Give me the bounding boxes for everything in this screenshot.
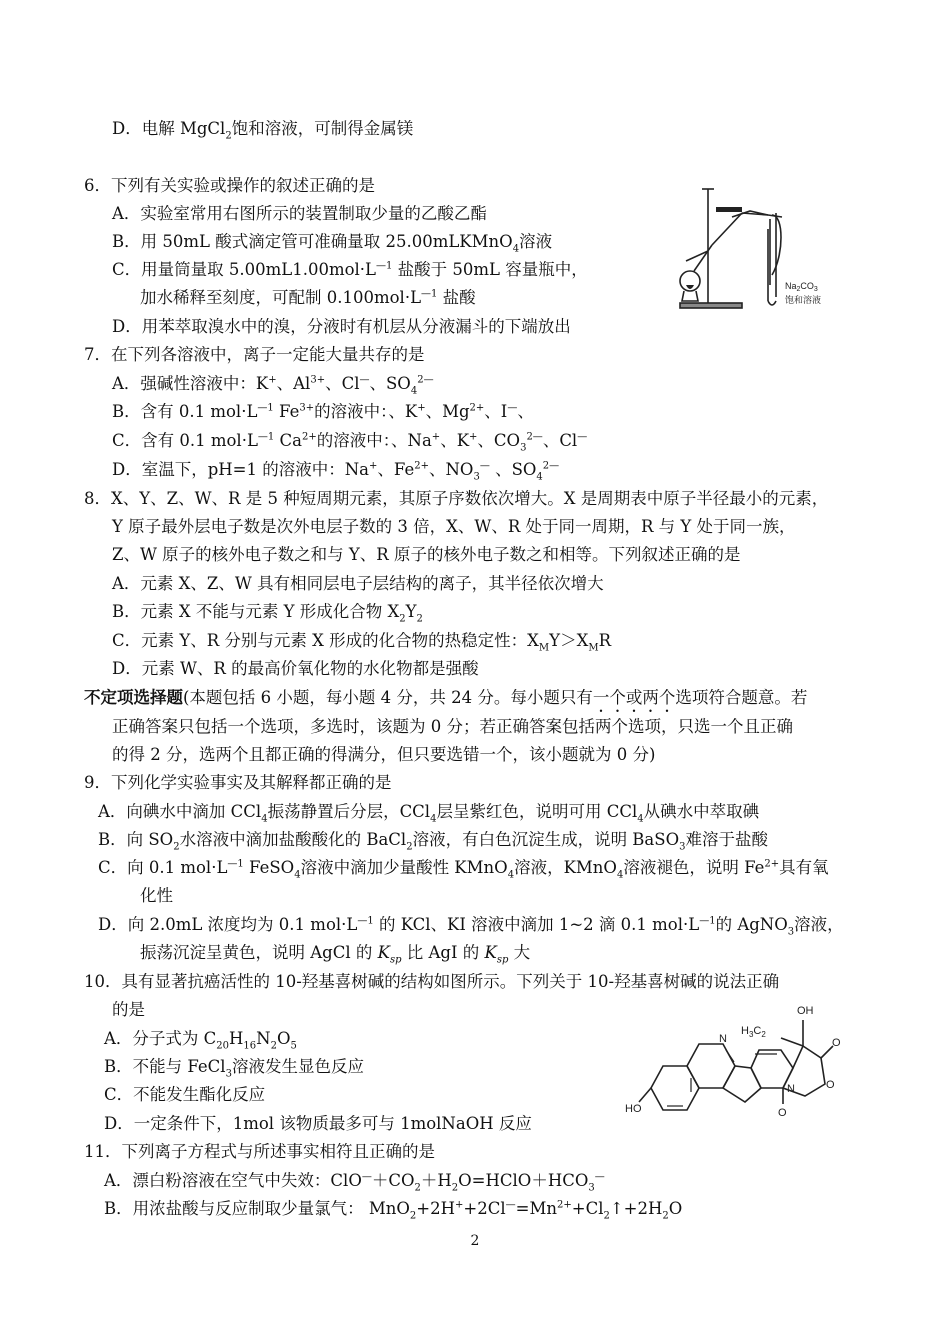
struct-carbonyl-o-top: O	[832, 1037, 841, 1049]
struct-ho-label: HO	[625, 1103, 642, 1115]
q5-option-d: D．电解 MgCl$_2$饱和溶液，可制得金属镁	[112, 119, 414, 142]
page-number: 2	[470, 1233, 480, 1249]
section-instructions-line3: 的得 2 分，选两个且都正确的得满分，但只要选错一个，该小题就为 0 分)	[112, 745, 656, 764]
struct-oh-label: OH	[797, 1005, 814, 1017]
q6-option-c-line1: C．用量筒量取 $5.00mL1.00mol\cdot L^{—1}$ 盐酸于 50mL 容量瓶中，	[112, 260, 588, 279]
q8-option-a: A．元素 X、Z、W 具有相同层电子层结构的离子，其半径依次增大	[112, 574, 604, 593]
q10-option-d: D．一定条件下，1mol 该物质最多可与 1molNaOH 反应	[104, 1114, 532, 1133]
esterification-apparatus-figure	[672, 185, 852, 315]
q9-option-d-line2: 振荡沉淀呈黄色，说明 AgCl 的 $K_{sp}$ 比 AgI 的 $K_{sp}$ 大	[140, 943, 531, 966]
hydroxycamptothecin-structure-figure	[625, 998, 855, 1123]
emphasis-one-or-two: 一个或两个	[592, 688, 676, 707]
q9-option-b: B．向 $SO_2$水溶液中滴加盐酸酸化的 BaCl$_2$溶液，有白色沉淀生成，说明 BaSO$_3$难溶于盐酸	[98, 830, 768, 853]
figure-label-solution: 饱和溶液	[785, 295, 822, 305]
q10-option-a: A．分子式为 $C_{20}H_{16}N_2O_5$	[104, 1029, 297, 1052]
q7-option-b: B．含有 0.1 $mol\cdot L^{—1}$ $Fe^{3+}$的溶液中：、K+、$Mg^{2+}$、I—、	[112, 402, 534, 421]
q10-stem-line1: 10．具有显著抗癌活性的 10-羟基喜树碱的结构如图所示。下列关于 10-羟基喜树碱的说法正确	[84, 972, 780, 991]
section-title: 不定项选择题	[84, 688, 183, 707]
q9-option-c-line2: 化性	[140, 886, 173, 905]
struct-ethyl-label: $H_3C_2$	[741, 1025, 766, 1039]
q6-option-c-line2: 加水稀释至刻度，可配制 $0.100mol\cdot L^{—1}$ 盐酸	[140, 288, 476, 307]
q9-option-a: A．向碘水中滴加 CCl$_4$振荡静置后分层，CCl$_4$层呈紫红色，说明可用 CCl$_4$从碘水中萃取碘	[98, 802, 760, 825]
q10-stem-line2: 的是	[112, 1000, 145, 1019]
q10-option-c: C．不能发生酯化反应	[104, 1085, 266, 1104]
q11-option-b: B．用浓盐酸与反应制取少量氯气： $MnO_2+2H^++2Cl^—=Mn^{2+}+Cl_2↑+2H_2O$	[104, 1199, 683, 1222]
q9-option-d-line1: D．向 2.0mL 浓度均为 0.1 $mol\cdot L^{—1}$ 的 KCl、KI 溶液中滴加 1~2 滴 0.1 $mol\cdot L^{—1}$的 AgNO$_3$溶液，	[98, 915, 844, 938]
q11-option-a: A．漂白粉溶液在空气中失效：$ClO^—+CO_2+H_2O=HClO+HCO_3^—$	[104, 1171, 605, 1194]
q11-stem: 11．下列离子方程式与所述事实相符且正确的是	[84, 1142, 435, 1161]
q8-stem-line2: Y 原子最外层电子数是次外电层子数的 3 倍，X、W、R 处于同一周期，R 与 Y 处于同一族，	[112, 517, 796, 536]
q7-option-c: C．含有 0.1 $mol\cdot L^{—1}$ $Ca^{2+}$的溶液中：、Na+、K+、$CO_3^{2—}$、Cl—	[112, 431, 588, 454]
section-instructions-line2: 正确答案只包括一个选项，多选时，该题为 0 分；若正确答案包括两个选项，只选一个且正确	[112, 717, 793, 736]
q6-stem: 6．下列有关实验或操作的叙述正确的是	[84, 176, 375, 195]
q7-stem: 7．在下列各溶液中，离子一定能大量共存的是	[84, 345, 425, 364]
q10-option-b: B．不能与 FeCl$_3$溶液发生显色反应	[104, 1057, 364, 1080]
q7-option-d: D．室温下，pH=1 的溶液中：Na+、$Fe^{2+}$、$NO_3^—$ 、$SO_4^{2—}$	[112, 460, 560, 483]
section-instructions-line1: 不定项选择题(本题包括 6 小题，每小题 4 分，共 24 分。每小题只有一个或两个选项符合题意。若	[84, 688, 808, 707]
q6-option-d: D．用苯萃取溴水中的溴，分液时有机层从分液漏斗的下端放出	[112, 317, 571, 336]
q6-option-b: B．用 50mL 酸式滴定管可准确量取 25.00mLKMnO$_4$溶液	[112, 232, 553, 255]
struct-n-label-2: N	[787, 1083, 795, 1095]
struct-n-label-1: N	[719, 1033, 727, 1045]
q6-option-a: A．实验室常用右图所示的装置制取少量的乙酸乙酯	[112, 204, 487, 223]
q8-option-b: B．元素 X 不能与元素 Y 形成化合物 $X_2Y_2$	[112, 602, 423, 625]
q8-option-d: D．元素 W、R 的最高价氧化物的水化物都是强酸	[112, 659, 479, 678]
q8-option-c: C．元素 Y、R 分别与元素 X 形成的化合物的热稳定性：$X_MY>X_MR$	[112, 631, 611, 654]
q8-stem-line3: Z、W 原子的核外电子数之和与 Y、R 原子的核外电子数之和相等。下列叙述正确的是	[112, 545, 741, 564]
q9-option-c-line1: C．向 0.1 $mol\cdot L^{—1}$ FeSO$_4$溶液中滴加少量酸性 KMnO$_4$溶液，KMnO$_4$溶液褪色，说明 $Fe^{2+}$具有氧	[98, 858, 829, 881]
struct-ring-o-label: O	[826, 1079, 835, 1091]
figure-label-formula: $Na_2CO_3$	[785, 281, 818, 293]
q8-stem-line1: 8．X、Y、Z、W、R 是 5 种短周期元素，其原子序数依次增大。X 是周期表中原子半径最小的元素，	[84, 489, 829, 508]
struct-carbonyl-o-bottom: O	[778, 1107, 787, 1119]
q9-stem: 9．下列化学实验事实及其解释都正确的是	[84, 773, 392, 792]
q7-option-a: A．强碱性溶液中：K+、$Al^{3+}$、Cl—、$SO_4^{2—}$	[112, 374, 434, 397]
